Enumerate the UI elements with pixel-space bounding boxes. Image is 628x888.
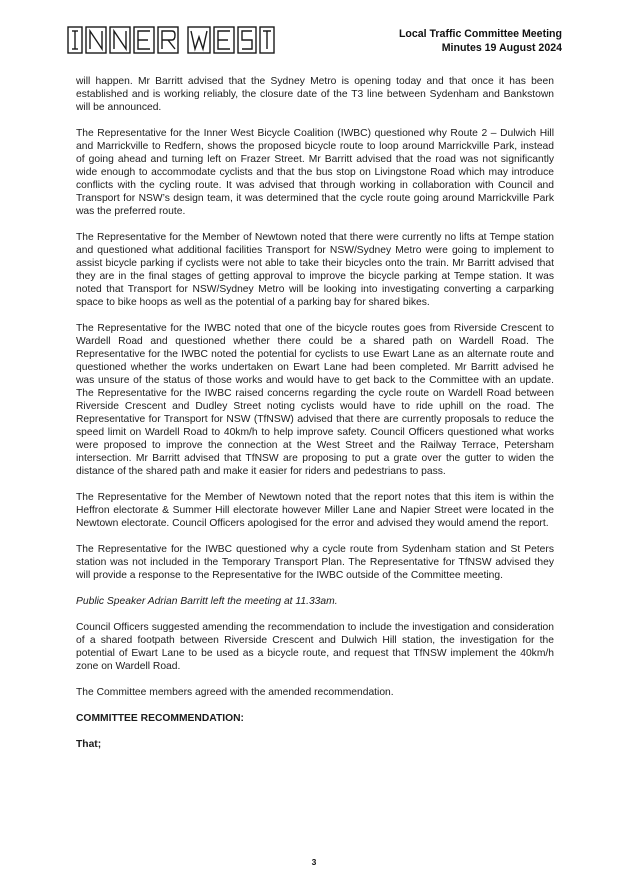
meeting-date: Minutes 19 August 2024 [441,41,562,54]
page-header [66,22,562,62]
inner-west-logo [66,25,276,55]
paragraph-sydenham-route: The Representative for the IWBC questioned why a cycle route from Sydenham station and St Peters station was not included in the Temporary Transport Plan. The Representative for TfNSW advised they will provide a response to the Representative for the IWBC outside of the Committee meeting. [76,544,554,581]
meeting-title [399,28,562,55]
paragraph-electorate: The Representative for the Member of Newtown noted that the report notes that this item is within the Heffron electorate & Summer Hill electorate however Miller Lane and Napier Street were located in the Newtown electorate. Council Officers apologised for the error and advised they would amend the report. [76,492,554,529]
paragraph-route-2: The Representative for the Inner West Bicycle Coalition (IWBC) questioned why Route 2 – Dulwich Hill and Marrickville to Redfern, shows the proposed bicycle route to loop around Marrickville Park, instead of going ahead and turning left on Frazer Street. Mr Barritt advised that the road was not significantly wide enough to accommodate cyclists and that the bus stop on Livingstone Road which may introduce conflicts with the cycling route. It was advised that through working in collaboration with Council and Transport for NSW’s design team, it was determined that the cycle route going around Marrickville Park was the preferred route. [76,128,554,217]
recommendation-that: That; [76,739,102,750]
page-number: 3 [311,857,317,867]
paragraph-agreed: The Committee members agreed with the amended recommendation. [76,687,394,698]
meeting-name: Local Traffic Committee Meeting [398,28,562,40]
paragraph-wardell-road: The Representative for the IWBC noted that one of the bicycle routes goes from Riverside Crescent to Wardell Road and questioned whether there could be a shared path on Wardell Road. The Representative for the IWBC noted the potential for cyclists to use Ewart Lane as an alternate route and questioned whether the works undertaken on Ewart Lane had been completed. Mr Barritt advised he was unsure of the status of those works and would have to get back to the Committee with an update. The Representative for the IWBC raised concerns regarding the cycle route on Wardell Road between Riverside Crescent and Dudley Street noting cyclists would have to ride uphill on the road. The Representative for Transport for NSW (TfNSW) advised that there are currently proposals to reduce the speed limit on Wardell Road to 40km/h to help improve safety. Council Officers questioned what works were proposed to improve the connection at the West Street and the Railway Terrace, Petersham intersection. Mr Barritt advised that TfNSW are proposing to put a grate over the gutter to widen the distance of the shared path and make it easier for riders and pedestrians to pass. [76,323,554,477]
paragraph-amendment: Council Officers suggested amending the recommendation to include the investigation and consideration of a shared footpath between Riverside Crescent and Dulwich Hill station, the investigation for the potential of Ewart Lane to be used as a bicycle route, and request that TfNSW implement the 40km/h zone on Wardell Road. [76,622,554,672]
paragraph-tempe-station: The Representative for the Member of Newtown noted that there were currently no lifts at Tempe station and questioned what additional facilities Transport for NSW/Sydney Metro were going to implement to assist bicycle parking if cyclists were not able to take their bicycles onto the train. Mr Barritt advised that they are in the final stages of getting approval to improve the bicycle parking at Tempe station. It was noted that Transport for NSW/Sydney Metro will be looking into investigating converting a carparking space to bike hoops as well as the potential of a parking bay for shared bikes. [76,232,554,308]
minutes-body [76,75,554,764]
committee-recommendation-heading: COMMITTEE RECOMMENDATION: [76,713,244,724]
paragraph-sydney-metro: will happen. Mr Barritt advised that the Sydney Metro is opening today and that once it has been established and is working reliably, the closure date of the T3 line between Sydenham and Bankstown will be announced. [76,76,554,113]
paragraph-speaker-left: Public Speaker Adrian Barritt left the meeting at 11.33am. [76,596,338,607]
